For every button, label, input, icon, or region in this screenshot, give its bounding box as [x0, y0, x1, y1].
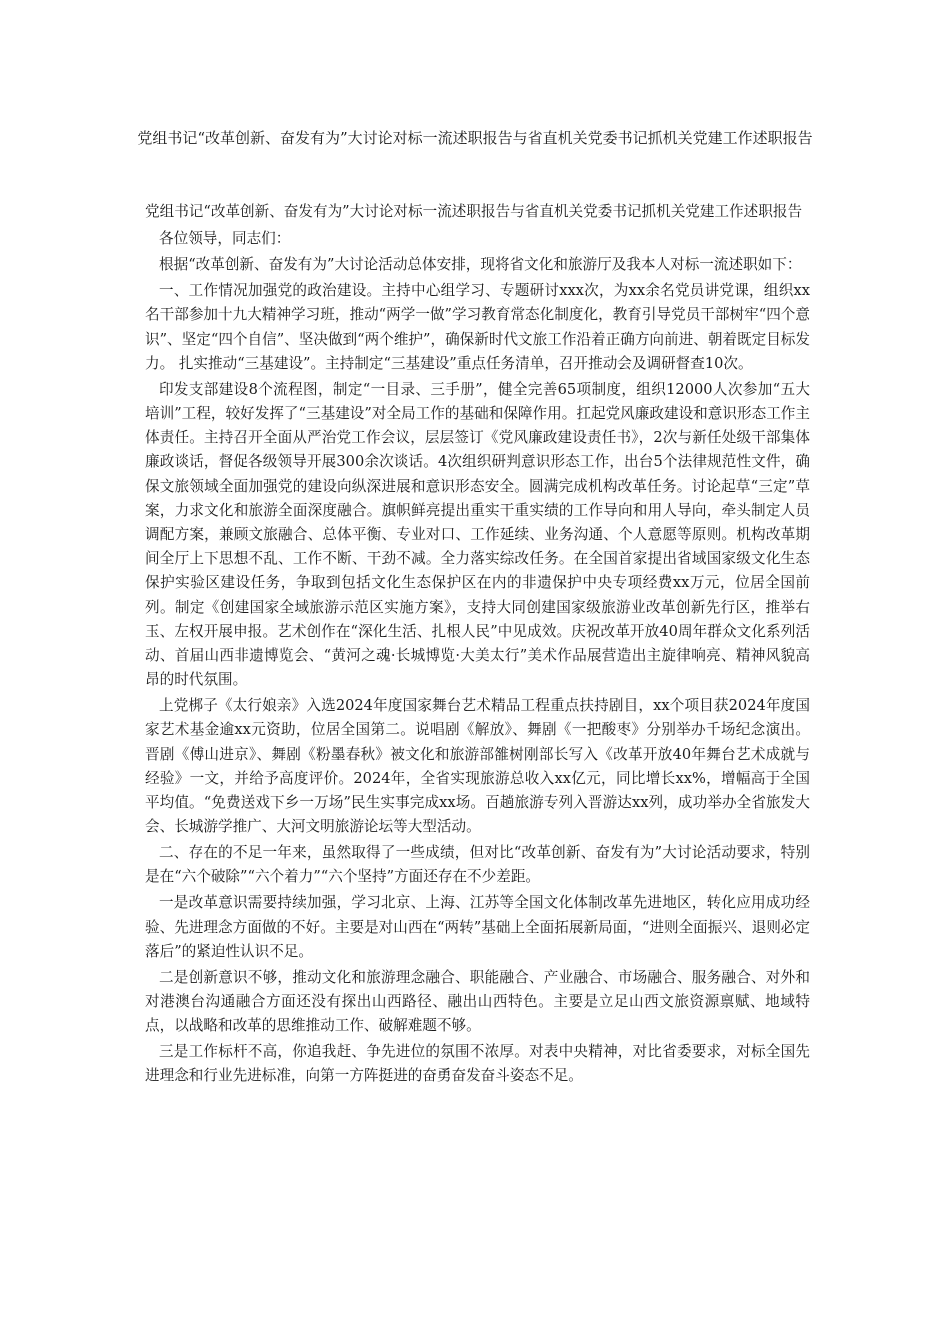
paragraph-shortcoming-one: 一是改革意识需要持续加强，学习北京、上海、江苏等全国文化体制改革先进地区，转化应用成功经验、先进理念方面做的不好。主要是对山西在“两转”基础上全面拓展新局面，“进则全面振兴、退则必定落后”的紧迫性认识不足。 — [145, 894, 810, 960]
paragraph-repeated-title: 党组书记“改革创新、奋发有为”大讨论对标一流述职报告与省直机关党委书记抓机关党建工作述职报告 — [145, 203, 803, 220]
paragraph-section-one: 一、工作情况加强党的政治建设。主持中心组学习、专题研讨xxx次，为xx余名党员讲党课，组织xx名干部参加十九大精神学习班，推动“两学一做”学习教育常态化制度化，教育引导党员干部树牢“四个意识”、坚定“四个自信”、坚决做到“两个维护”，确保新时代文旅工作沿着正确方向前进、朝着既定目标发力。 扎实推动“三基建设”。主持制定“三基建设”重点任务清单，召开推动会及调研督查10次。 — [145, 282, 810, 372]
paragraph-section-two: 二、存在的不足一年来，虽然取得了一些成绩，但对比“改革创新、奋发有为”大讨论活动要求，特别是在“六个破除”“六个着力”“六个坚持”方面还存在不少差距。 — [145, 844, 810, 886]
paragraph-body: 印发支部建设8个流程图，制定“一目录、三手册”，健全完善65项制度，组织12000人次参加“五大培训”工程，较好发挥了“三基建设”对全局工作的基础和保障作用。扛起党风廉政建设和意识形态工作主体责任。主持召开全面从严治党工作会议，层层签订《党风廉政建设责任书》，2次与新任处级干部集体廉政谈话，督促各级领导开展300余次谈话。4次组织研判意识形态工作，出台5个法律规范性文件，确保文旅领域全面加强党的建设向纵深进展和意识形态安全。圆满完成机构改革任务。讨论起草“三定”草案，力求文化和旅游全面深度融合。旗帜鲜亮提出重实干重实绩的工作导向和用人导向，牵头制定人员调配方案，兼顾文旅融合、总体平衡、专业对口、工作延续、业务沟通、个人意愿等原则。机构改革期间全厅上下思想不乱、工作不断、干劲不减。全力落实综改任务。在全国首家提出省域国家级文化生态保护实验区建设任务，争取到包括文化生态保护区在内的非遗保护中央专项经费xx万元，位居全国前列。制定《创建国家全域旅游示范区实施方案》，支持大同创建国家级旅游业改革创新先行区，推举右玉、左权开展申报。艺术创作在“深化生活、扎根人民”中见成效。庆祝改革开放40周年群众文化系列活动、首届山西非遗博览会、“黄河之魂·长城博览·大美太行”美术作品展营造出主旋律响亮、精神风貌高昂的时代氛围。 — [145, 380, 810, 689]
paragraph-shortcoming-three: 三是工作标杆不高，你追我赶、争先进位的氛围不浓厚。对表中央精神，对比省委要求，对标全国先进理念和行业先进标准，向第一方阵挺进的奋勇奋发奋斗姿态不足。 — [145, 1043, 810, 1085]
paragraph-shortcoming-two: 二是创新意识不够，推动文化和旅游理念融合、职能融合、产业融合、市场融合、服务融合、对外和对港澳台沟通融合方面还没有探出山西路径、融出山西特色。主要是立足山西文旅资源禀赋、地域特点，以战略和改革的思维推动工作、破解难题不够。 — [145, 968, 810, 1035]
paragraph-intro: 根据“改革创新、奋发有为”大讨论活动总体安排，现将省文化和旅游厅及我本人对标一流述职如下： — [159, 256, 802, 274]
paragraph-salutation: 各位领导，同志们： — [159, 230, 291, 248]
document-title: 党组书记“改革创新、奋发有为”大讨论对标一流述职报告与省直机关党委书记抓机关党建工作述职报告 — [137, 129, 813, 147]
paragraph-body: 上党梆子《太行娘亲》入选2024年度国家舞台艺术精品工程重点扶持剧目，xx个项目获2024年度国家艺术基金逾xx元资助，位居全国第二。说唱剧《解放》、舞剧《一把酸枣》分别举办千场纪念演出。晋剧《傅山进京》、舞剧《粉墨春秋》被文化和旅游部雒树刚部长写入《改革开放40年舞台艺术成就与经验》一文，并给予高度评价。2024年，全省实现旅游总收入xx亿元，同比增长xx%，增幅高于全国平均值。“免费送戏下乡一万场”民生实事完成xx场。百趟旅游专列入晋游达xx列，成功举办全省旅发大会、长城游学推广、大河文明旅游论坛等大型活动。 — [145, 697, 810, 836]
document-body — [145, 200, 810, 1090]
